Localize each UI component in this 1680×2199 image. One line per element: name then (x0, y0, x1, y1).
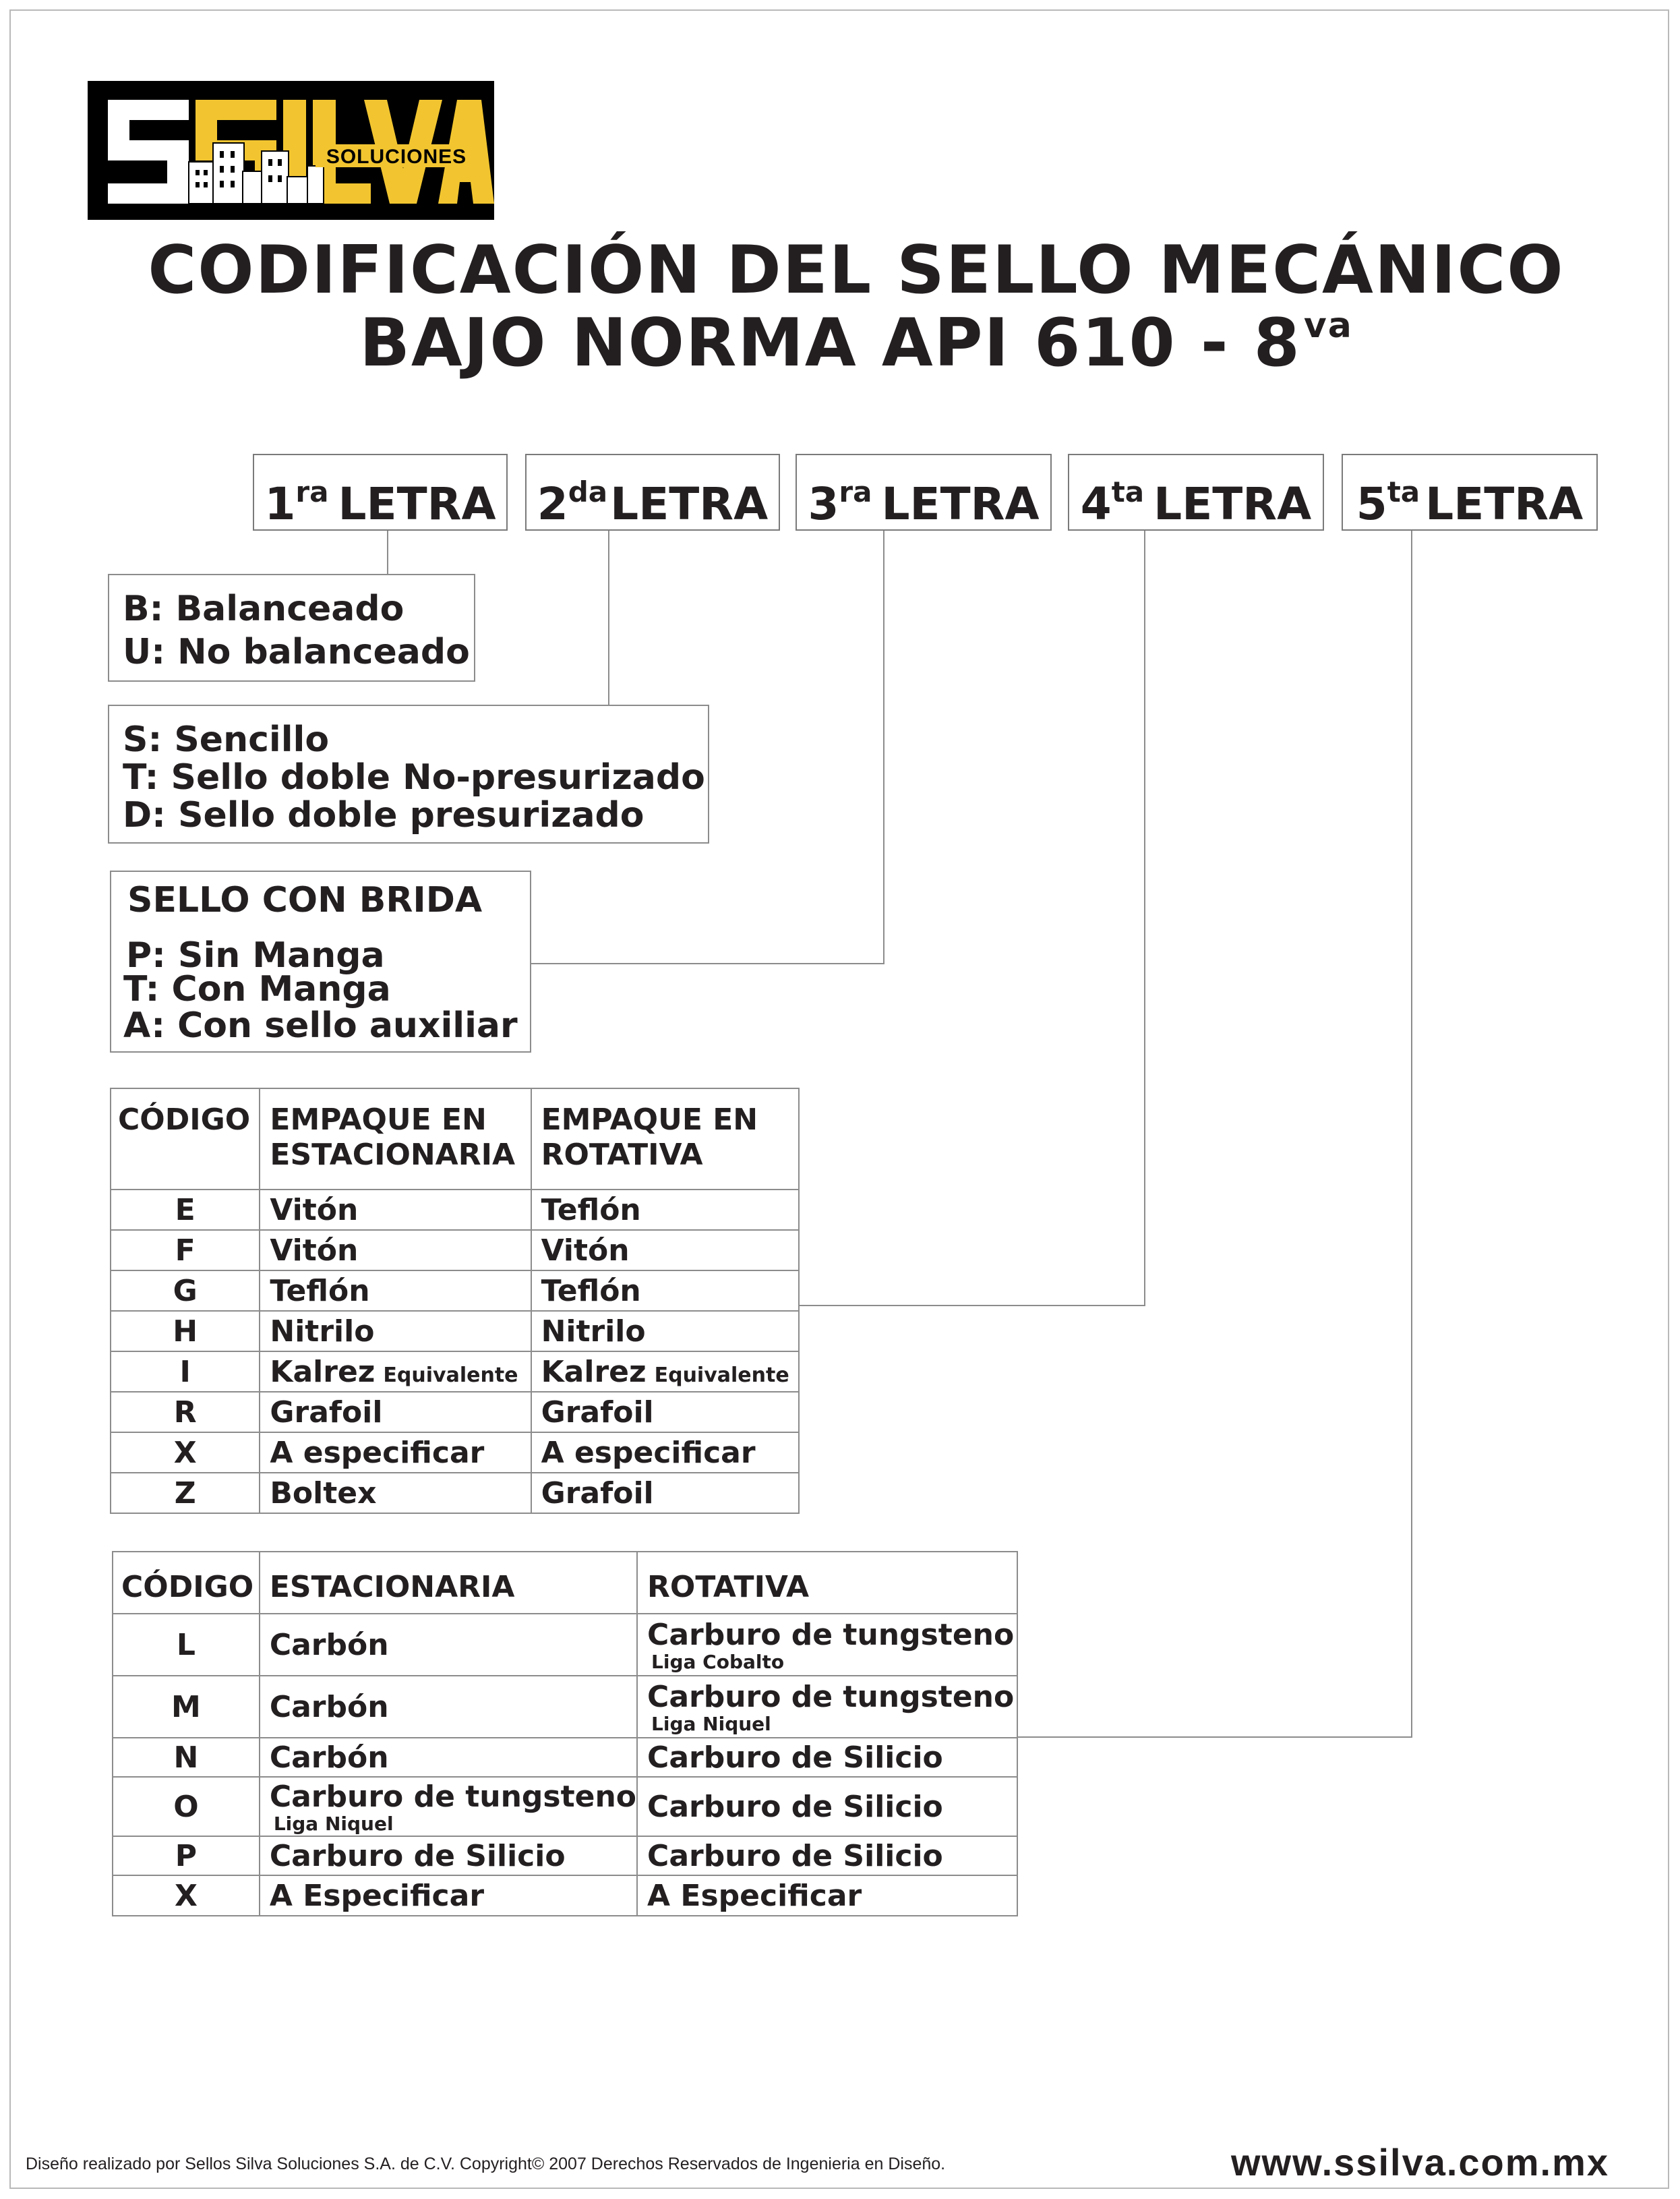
gasket-stationary (260, 1270, 531, 1311)
gasket-stationary-text: A especificar (270, 1435, 485, 1470)
gasket-header-rotating (531, 1088, 799, 1190)
gasket-rotating-text: Teflón (541, 1273, 641, 1308)
gasket-code-text: H (173, 1314, 198, 1349)
face-stationary-text: A Especificar (269, 1878, 485, 1913)
face-code (113, 1777, 260, 1836)
gasket-code-text: F (175, 1233, 196, 1268)
face-code (113, 1738, 260, 1777)
connector-letter-5-horizontal (1017, 1736, 1412, 1738)
letter-3-number: 3 (808, 478, 839, 530)
seal-arrangement-box (108, 705, 709, 844)
letter-4-sup: ta (1111, 475, 1145, 508)
letter-1-box (253, 454, 508, 531)
arrangement-option-t: T: Sello doble No-presurizado (123, 757, 705, 798)
face-code-text: P (175, 1838, 198, 1873)
gasket-stationary (260, 1392, 531, 1432)
gasket-stationary-note: Equivalente (383, 1363, 518, 1387)
gasket-stationary-text: Kalrez (270, 1354, 376, 1389)
letter-5-box (1342, 454, 1598, 531)
gasket-header-code: CÓDIGO (111, 1088, 260, 1190)
gasket-table (110, 1088, 800, 1514)
face-rotating-text: Carburo de Silicio (647, 1789, 943, 1824)
gasket-code (111, 1392, 260, 1432)
letter-4-box (1068, 454, 1324, 531)
face-code-text: M (171, 1689, 201, 1724)
gasket-code (111, 1190, 260, 1230)
gasket-rotating (531, 1351, 799, 1392)
gasket-header-rotating-line2: ROTATIVA (541, 1138, 703, 1172)
gasket-row-h (111, 1311, 799, 1351)
face-rotating-text: Carburo de Silicio (647, 1838, 943, 1873)
gasket-stationary (260, 1190, 531, 1230)
face-header-stationary: ESTACIONARIA (260, 1552, 637, 1614)
gasket-code-text: R (173, 1395, 197, 1430)
gasket-row-e (111, 1190, 799, 1230)
gasket-rotating-text: Grafoil (541, 1395, 654, 1430)
face-stationary (260, 1614, 637, 1676)
gasket-rotating-text: Grafoil (541, 1475, 654, 1511)
gland-option-p: P: Sin Manga (126, 935, 385, 976)
face-rotating-text: A Especificar (647, 1878, 862, 1913)
connector-letter-3-horizontal (531, 963, 884, 964)
letter-4-number: 4 (1080, 478, 1112, 530)
face-header-code: CÓDIGO (113, 1552, 260, 1614)
gasket-header-rotating-line1: EMPAQUE EN (541, 1103, 758, 1137)
face-rotating (637, 1676, 1017, 1738)
letter-1-sup: ra (295, 475, 329, 508)
face-stationary (260, 1738, 637, 1777)
gasket-code (111, 1351, 260, 1392)
gasket-code (111, 1270, 260, 1311)
connector-letter-4-horizontal (799, 1305, 1145, 1306)
page-title: CODIFICACIÓN DEL SELLO MECÁNICO (148, 232, 1565, 309)
face-rotating (637, 1836, 1017, 1875)
gasket-row-x (111, 1432, 799, 1473)
face-stationary (260, 1836, 637, 1875)
footer-copyright: Diseño realizado por Sellos Silva Soluciones S.A. de C.V. Copyright© 2007 Derechos Reservados de Ingenieria en Diseño. (26, 2154, 946, 2173)
face-rotating (637, 1777, 1017, 1836)
face-stationary-note: Liga Niquel (273, 1812, 394, 1835)
gasket-code-text: Z (174, 1475, 196, 1511)
face-rotating (637, 1738, 1017, 1777)
face-header-rotating: ROTATIVA (637, 1552, 1017, 1614)
gasket-row-i (111, 1351, 799, 1392)
gasket-code-text: X (173, 1435, 197, 1470)
face-code (113, 1836, 260, 1875)
gasket-rotating (531, 1270, 799, 1311)
face-rotating (637, 1614, 1017, 1676)
gasket-rotating-text: Nitrilo (541, 1314, 646, 1349)
gland-heading: SELLO CON BRIDA (127, 880, 483, 920)
face-rotating-text: Carburo de tungsteno (647, 1679, 1015, 1714)
gasket-rotating-text: Vitón (541, 1233, 630, 1268)
gasket-stationary (260, 1473, 531, 1513)
face-code-text: X (174, 1878, 198, 1913)
face-stationary-text: Carburo de Silicio (269, 1838, 566, 1873)
letter-2-box (525, 454, 780, 531)
gasket-stationary-text: Vitón (270, 1233, 359, 1268)
gasket-rotating (531, 1432, 799, 1473)
face-stationary (260, 1676, 637, 1738)
letter-1-label: LETRA (338, 478, 496, 530)
letter-5-sup: ta (1387, 475, 1420, 508)
gasket-code-text: G (173, 1273, 198, 1308)
gasket-stationary (260, 1351, 531, 1392)
arrangement-option-s: S: Sencillo (123, 720, 330, 760)
footer-website-link[interactable]: www.ssilva.com.mx (1231, 2141, 1610, 2183)
gasket-stationary-text: Boltex (270, 1475, 377, 1511)
face-code-text: L (176, 1627, 196, 1662)
face-row-x (113, 1875, 1017, 1916)
gasket-table-header (111, 1088, 799, 1190)
gasket-header-stationary-line2: ESTACIONARIA (270, 1138, 516, 1172)
ssilva-logo (88, 81, 494, 220)
connector-letter-4-vertical (1144, 531, 1145, 1306)
page-subtitle (0, 305, 1680, 382)
face-stationary-text: Carbón (269, 1689, 389, 1724)
face-material-table (112, 1551, 1018, 1916)
face-rotating (637, 1875, 1017, 1916)
gland-option-t: T: Con Manga (123, 969, 391, 1009)
face-stationary-text: Carbón (269, 1627, 389, 1662)
gasket-rotating (531, 1190, 799, 1230)
balance-option-u: U: No balanceado (123, 632, 470, 672)
gasket-stationary (260, 1432, 531, 1473)
gasket-row-f (111, 1230, 799, 1270)
gasket-stationary-text: Teflón (270, 1273, 370, 1308)
gasket-stationary-text: Grafoil (270, 1395, 383, 1430)
gasket-code-text: E (175, 1192, 196, 1227)
gasket-code (111, 1432, 260, 1473)
gasket-code-text: I (179, 1354, 191, 1389)
letter-2-sup: da (568, 475, 608, 508)
gasket-stationary (260, 1311, 531, 1351)
face-code (113, 1676, 260, 1738)
letter-1-number: 1 (264, 478, 296, 530)
letter-3-box (796, 454, 1052, 531)
letter-5-number: 5 (1356, 478, 1387, 530)
gasket-row-r (111, 1392, 799, 1432)
letter-2-label: LETRA (610, 478, 769, 530)
connector-letter-5-vertical (1411, 531, 1412, 1738)
gasket-rotating-text: Kalrez (541, 1354, 647, 1389)
subtitle-sup: va (1303, 305, 1353, 346)
logo-tag-text: SOLUCIONES (326, 146, 467, 168)
face-table-header (113, 1552, 1017, 1614)
gasket-stationary-text: Vitón (270, 1192, 359, 1227)
face-stationary-text: Carbón (269, 1740, 389, 1775)
face-row-m (113, 1676, 1017, 1738)
face-rotating-text: Carburo de tungsteno (647, 1617, 1015, 1652)
gasket-header-stationary (260, 1088, 531, 1190)
gasket-code (111, 1230, 260, 1270)
gasket-rotating (531, 1311, 799, 1351)
face-rotating-note: Liga Niquel (651, 1712, 771, 1735)
face-row-p (113, 1836, 1017, 1875)
face-row-l (113, 1614, 1017, 1676)
face-code (113, 1875, 260, 1916)
face-row-n (113, 1738, 1017, 1777)
gland-box (110, 871, 531, 1053)
face-rotating-note: Liga Cobalto (651, 1650, 785, 1673)
gasket-stationary (260, 1230, 531, 1270)
subtitle-text: BAJO NORMA API 610 - 8 (359, 305, 1301, 382)
face-stationary (260, 1875, 637, 1916)
face-code-text: O (173, 1789, 199, 1824)
gasket-rotating-text: Teflón (541, 1192, 641, 1227)
gasket-header-stationary-line1: EMPAQUE EN (270, 1103, 487, 1137)
gasket-row-g (111, 1270, 799, 1311)
letter-2-number: 2 (537, 478, 568, 530)
face-rotating-text: Carburo de Silicio (647, 1740, 943, 1775)
arrangement-option-d: D: Sello doble presurizado (123, 795, 644, 835)
connector-letter-1 (387, 531, 388, 574)
face-stationary (260, 1777, 637, 1836)
gasket-code (111, 1473, 260, 1513)
gasket-rotating-text: A especificar (541, 1435, 756, 1470)
face-row-o (113, 1777, 1017, 1836)
letter-4-label: LETRA (1153, 478, 1312, 530)
gasket-rotating-note: Equivalente (654, 1363, 789, 1387)
balance-box (108, 574, 475, 682)
gasket-rotating (531, 1392, 799, 1432)
face-code-text: N (173, 1740, 199, 1775)
gland-option-a: A: Con sello auxiliar (123, 1005, 518, 1046)
face-stationary-text: Carburo de tungsteno (269, 1779, 637, 1814)
gasket-rotating (531, 1230, 799, 1270)
connector-letter-3-vertical (883, 531, 884, 964)
face-code (113, 1614, 260, 1676)
gasket-rotating (531, 1473, 799, 1513)
gasket-row-z (111, 1473, 799, 1513)
gasket-stationary-text: Nitrilo (270, 1314, 375, 1349)
letter-5-label: LETRA (1425, 478, 1584, 530)
letter-3-label: LETRA (881, 478, 1040, 530)
letter-3-sup: ra (839, 475, 872, 508)
gasket-code (111, 1311, 260, 1351)
balance-option-b: B: Balanceado (123, 589, 404, 629)
connector-letter-2 (608, 531, 609, 705)
